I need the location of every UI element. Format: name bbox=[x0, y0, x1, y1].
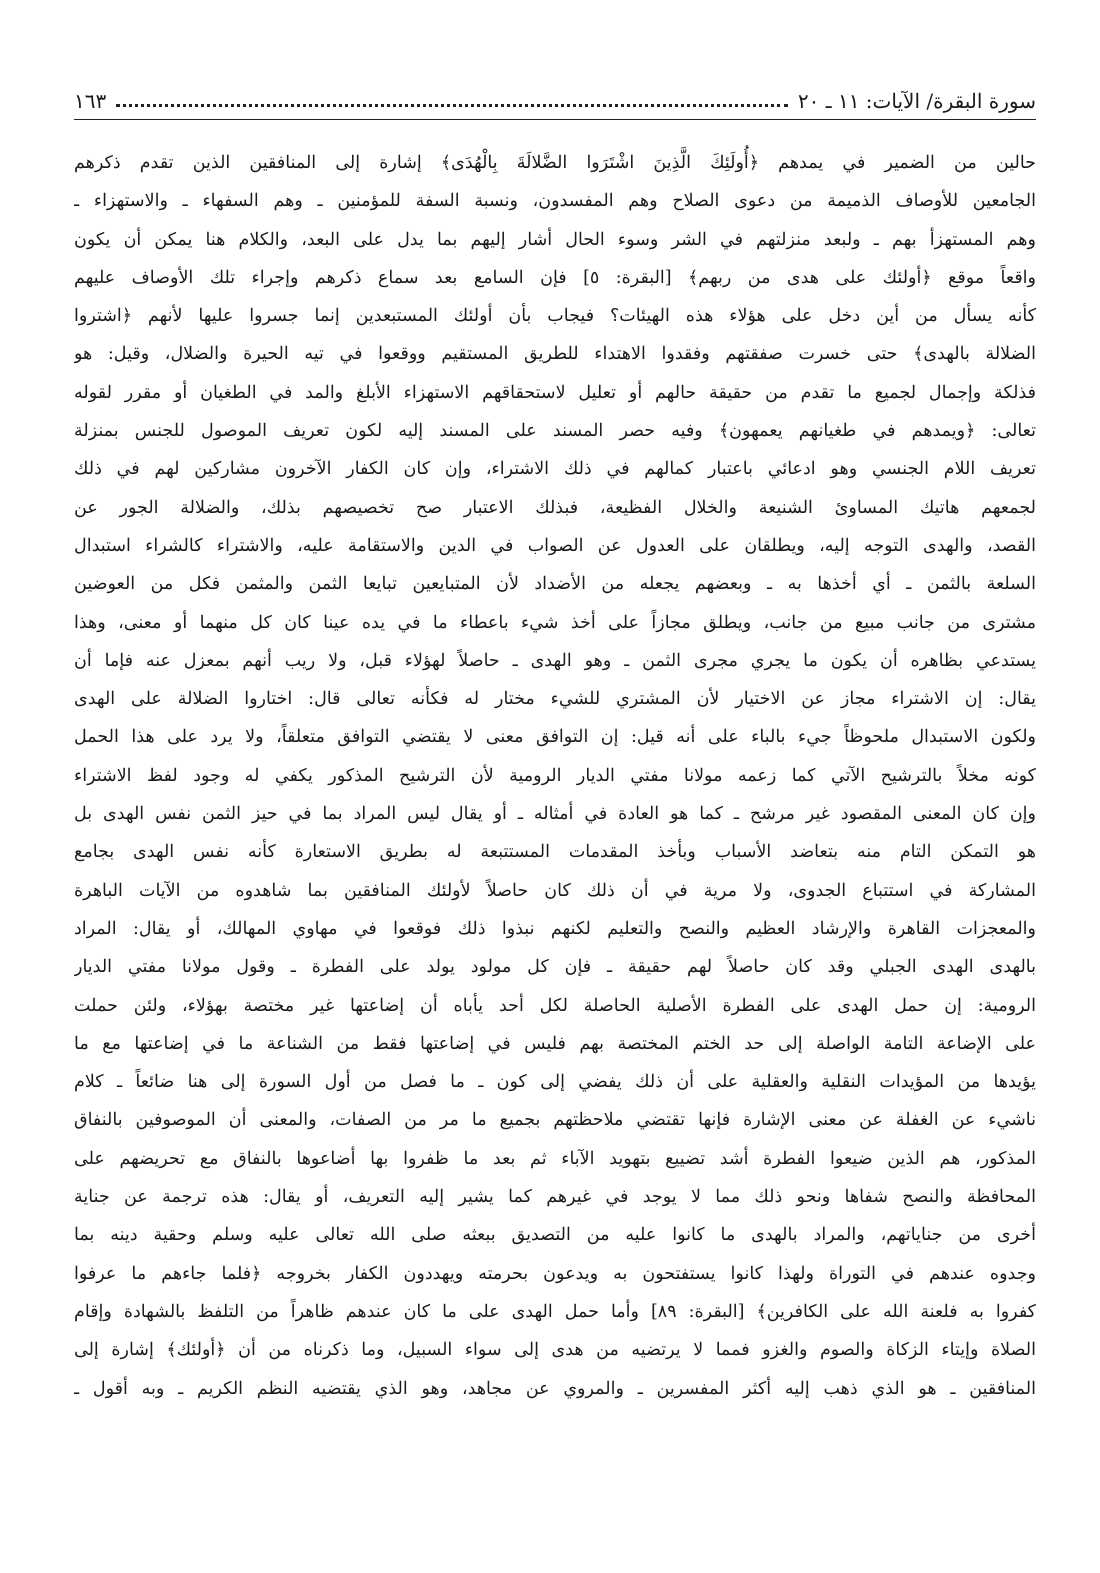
text-line: فذلكة وإجمال لجميع ما تقدم من حقيقة حالهم أو تعليل لاستحقاقهم الاستهزاء الأبلغ والمد في الطغيان أو مقرر لقوله bbox=[74, 382, 1036, 403]
text-line: بالهدى الهدى الجبلي وقد كان حاصلاً لهم حقيقة ـ فإن كل مولود يولد على الفطرة ـ وقول مولانا مفتي الديار bbox=[74, 957, 1036, 978]
text-line: وجدوه عندهم في التوراة ولهذا كانوا يستفتحون به ويدعون بحرمته ويهددون الكفار بخروجه ﴿فلما جاءهم ما عرفوا bbox=[74, 1263, 1036, 1284]
text-line: لجمعهم هاتيك المساوئ الشنيعة والخلال الفظيعة، فبذلك الاعتبار صح تخصيصهم بذلك، والضلالة الجور عن bbox=[74, 497, 1036, 518]
text-line: المحافظة والنصح شفاها ونحو ذلك مما لا يوجد في غيرهم كما يشير إليه التعريف، أو يقال: هذه ترجمة عن جناية bbox=[74, 1187, 1036, 1208]
text-line: ناشيء عن الغفلة عن معنى الإشارة فإنها تقتضي ملاحظتهم بجميع ما مر من الصفات، والمعنى أن الموصوفين بالنفاق bbox=[74, 1110, 1036, 1131]
text-line: واقعاً موقع ﴿أولئك على هدى من ربهم﴾ [البقرة: ٥] فإن السامع بعد سماع ذكرهم وإجراء تلك الأوصاف عليهم bbox=[74, 267, 1036, 288]
text-line: أخرى من جناياتهم، والمراد بالهدى ما كانوا عليه من التصديق ببعثه صلى الله تعالى عليه وسلم وحقية دينه بما bbox=[74, 1225, 1036, 1246]
text-line: كأنه يسأل من أين دخل على هؤلاء هذه الهيئات؟ فيجاب بأن أولئك المستبعدين إنما جسروا عليها لأنهم ﴿اشتروا bbox=[74, 306, 1036, 327]
text-line: الصلاة وإيتاء الزكاة والصوم والغزو فمما لا يرتضيه من هدى إلى سواء السبيل، وما ذكرناه من أن ﴿أولئك﴾ إشارة إلى bbox=[74, 1340, 1036, 1361]
text-line: السلعة بالثمن ـ أي أخذها به ـ وبعضهم يجعله من الأضداد لأن المتبايعين تبايعا الثمن والمثمن فكل من العوضين bbox=[74, 574, 1036, 595]
text-line: الضلالة بالهدى﴾ حتى خسرت صفقتهم وفقدوا الاهتداء للطريق المستقيم ووقعوا في تيه الحيرة والضلال، وقيل: هو bbox=[74, 344, 1036, 365]
text-line: هو التمكن التام منه بتعاضد الأسباب وبأخذ المقدمات المستتبعة له بطريق الاستعارة كأنه نفس الهدى بجامع bbox=[74, 842, 1036, 863]
text-line: الرومية: إن حمل الهدى على الفطرة الأصلية الحاصلة لكل أحد يأباه أن إضاعتها غير مختصة بهؤلاء، ولئن حملت bbox=[74, 995, 1036, 1016]
text-line: كونه مخلاً بالترشيح الآتي كما زعمه مولانا مفتي الديار الرومية لأن الترشيح المذكور يكفي له وجود لفظ الاشتراء bbox=[74, 765, 1036, 786]
body-text bbox=[74, 144, 1036, 1408]
text-line: ولكون الاستبدال ملحوظاً جيء بالباء على أنه قيل: إن التوافق معنى لا يقتضي التوافق متعلقاً، ولا يرد على هذا الحمل bbox=[74, 727, 1036, 748]
book-page bbox=[74, 78, 1036, 1518]
page-number: ١٦٣ bbox=[74, 89, 107, 113]
running-head-title: سورة البقرة/ الآيات: ١١ ـ ٢٠ bbox=[797, 89, 1036, 113]
running-head bbox=[74, 78, 1036, 120]
text-line: والمعجزات القاهرة والإرشاد العظيم والنصح والتعليم لكنهم نبذوا ذلك فوقعوا في مهاوي المهالك، أو يقال: المراد bbox=[74, 918, 1036, 939]
text-line: على الإضاعة التامة الواصلة إلى حد الختم المختصة بهم فليس في إضاعتها فقط من الشناعة ما في إضاعتها مع ما bbox=[74, 1033, 1036, 1054]
text-line: المشاركة في استتباع الجدوى، ولا مرية في أن ذلك كان حاصلاً لأولئك المنافقين بما شاهدوه من الآيات الباهرة bbox=[74, 880, 1036, 901]
text-line: القصد، والهدى التوجه إليه، ويطلقان على العدول عن الصواب في الدين والاستقامة عليه، والاشتراء كالشراء استبدال bbox=[74, 535, 1036, 556]
text-line: حالين من الضمير في يمدهم ﴿أُولَئِكَ الَّذِينَ اشْتَرَوا الضَّلالَةَ بِالْهُدَى﴾ إشارة إلى المنافقين الذين تقدم ذكرهم bbox=[74, 153, 1036, 173]
text-line: المذكور، هم الذين ضيعوا الفطرة أشد تضييع بتهويد الآباء ثم بعد ما ظفروا بها أضاعوها بالنفاق مع تحريضهم على bbox=[74, 1148, 1036, 1169]
text-line: مشترى من جانب مبيع من جانب، ويطلق مجازاً على أخذ شيء باعطاء ما في يده عينا كان كل منهما أو معنى، وهذا bbox=[74, 612, 1036, 633]
text-line: الجامعين للأوصاف الذميمة من دعوى الصلاح وهم المفسدون، ونسبة السفة للمؤمنين ـ وهم السفهاء ـ والاستهزاء ـ bbox=[74, 191, 1036, 212]
text-line: تعالى: ﴿ويمدهم في طغيانهم يعمهون﴾ وفيه حصر المسند على المسند إليه لكون تعريف الموصول للجنس بمنزلة bbox=[74, 421, 1036, 442]
text-line: يؤيدها من المؤيدات النقلية والعقلية على أن ذلك يفضي إلى كون ـ ما فصل من أول السورة إلى هنا ضائعاً ـ كلام bbox=[74, 1072, 1036, 1093]
text-line: وهم المستهزأ بهم ـ ولبعد منزلتهم في الشر وسوء الحال أشار إليهم بما يدل على البعد، والكلام هنا يمكن أن يكون bbox=[74, 229, 1036, 250]
text-line: يقال: إن الاشتراء مجاز عن الاختيار لأن المشتري للشيء مختار له فكأنه تعالى قال: اختاروا الضلالة على الهدى bbox=[74, 689, 1036, 710]
dot-leader bbox=[116, 103, 788, 107]
text-line: كفروا به فلعنة الله على الكافرين﴾ [البقرة: ٨٩] وأما حمل الهدى على ما كان عندهم ظاهراً من التلفظ بالشهادة وإقام bbox=[74, 1301, 1036, 1322]
text-line: تعريف اللام الجنسي وهو ادعائي باعتبار كمالهم في ذلك الاشتراء، وإن كان الكفار الآخرون مشاركين لهم في ذلك bbox=[74, 459, 1036, 480]
text-line: وإن كان المعنى المقصود غير مرشح ـ كما هو العادة في أمثاله ـ أو يقال ليس المراد بما في حيز الثمن نفس الهدى بل bbox=[74, 804, 1036, 825]
text-line: يستدعي بظاهره أن يكون ما يجري مجرى الثمن ـ وهو الهدى ـ حاصلاً لهؤلاء قبل، ولا ريب أنهم بمعزل عنه فإما أن bbox=[74, 650, 1036, 671]
text-line: المنافقين ـ هو الذي ذهب إليه أكثر المفسرين ـ والمروي عن مجاهد، وهو الذي يقتضيه النظم الكريم ـ وبه أقول ـ bbox=[74, 1378, 1036, 1399]
